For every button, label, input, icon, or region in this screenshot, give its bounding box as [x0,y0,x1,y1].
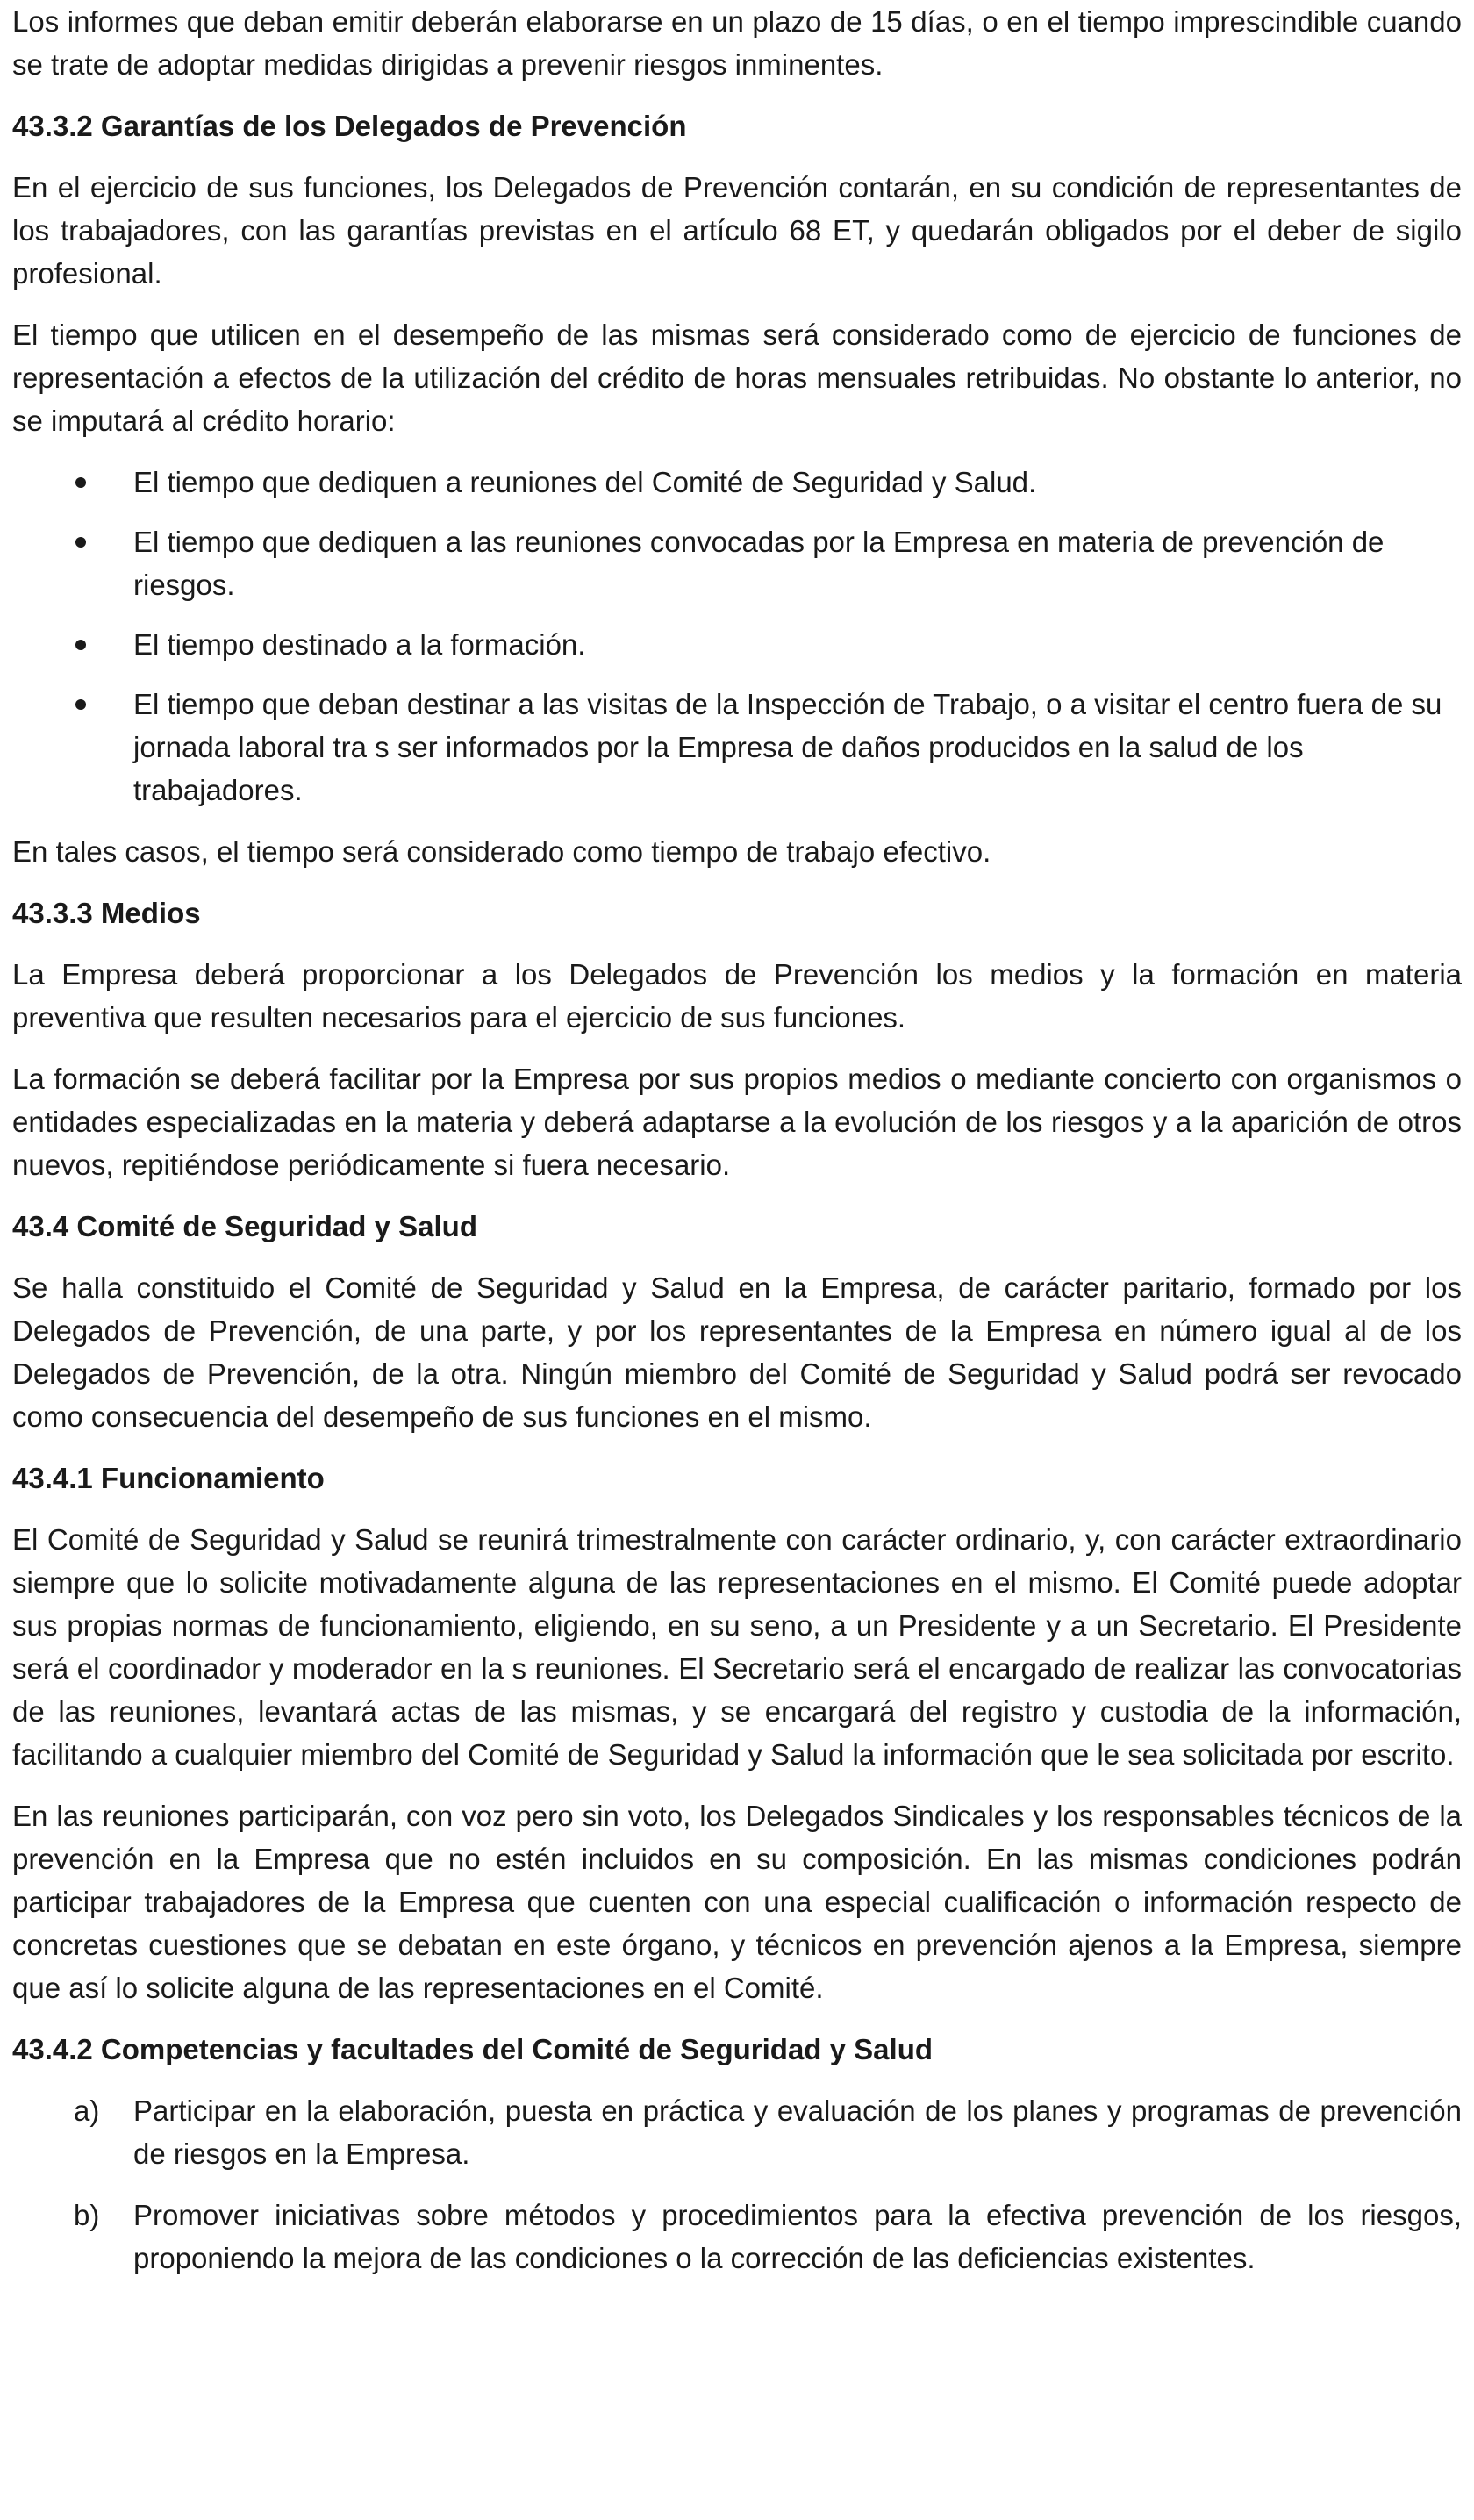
heading-43-4-1: 43.4.1 Funcionamiento [12,1462,325,1494]
document-page [12,0,1462,2298]
paragraph-medios: La Empresa deberá proporcionar a los Delegados de Prevención los medios y la formación en materia preventiva que resulten necesarios para el ejercicio de sus funciones. [12,958,1462,1034]
list-item [12,2089,1462,2175]
bullet-icon [75,640,86,650]
list-item [12,461,1462,504]
list-item-text: Participar en la elaboración, puesta en práctica y evaluación de los planes y programas de prevención de riesgos en la Empresa. [133,2094,1462,2170]
list-item [12,2194,1462,2280]
bullet-icon [75,699,86,710]
list-marker: a) [74,2094,100,2127]
list-item-text: Promover iniciativas sobre métodos y procedimientos para la efectiva prevención de los riesgos, proponiendo la mejora de las condiciones o la corrección de las deficiencias existentes. [133,2199,1462,2274]
paragraph-comite-constitucion: Se halla constituido el Comité de Seguridad y Salud en la Empresa, de carácter paritario, formado por los Delegados de Prevención, de una parte, y por los representantes de la Empresa en número igual al de los Delegados de Prevención, de la otra. Ningún miembro del Comité de Seguridad y Salud podrá ser revocado como consecuencia del desempeño de sus funciones en el mismo. [12,1271,1462,1433]
list-item-text: El tiempo que dediquen a reuniones del Comité de Seguridad y Salud. [133,466,1037,498]
paragraph-garantias: En el ejercicio de sus funciones, los Delegados de Prevención contarán, en su condición de representantes de los trabajadores, con las garantías previstas en el artículo 68 ET, y quedarán obligados por el deber de sigilo profesional. [12,171,1462,290]
bullet-icon [75,477,86,488]
bullet-icon [75,537,86,548]
bullet-list-exenciones [12,461,1462,812]
list-marker: b) [74,2199,100,2231]
paragraph-informes-plazo: Los informes que deban emitir deberán elaborarse en un plazo de 15 días, o en el tiempo imprescindible cuando se trate de adoptar medidas dirigidas a prevenir riesgos inminentes. [12,5,1462,81]
heading-43-4-2: 43.4.2 Competencias y facultades del Comité de Seguridad y Salud [12,2033,934,2065]
list-item-text: El tiempo que dediquen a las reuniones convocadas por la Empresa en materia de prevención de riesgos. [133,526,1385,601]
list-item [12,623,1462,666]
list-item [12,520,1462,606]
paragraph-tiempo-efectivo: En tales casos, el tiempo será considerado como tiempo de trabajo efectivo. [12,835,991,868]
paragraph-funcionamiento: El Comité de Seguridad y Salud se reunirá trimestralmente con carácter ordinario, y, con carácter extraordinario siempre que lo solicite motivadamente alguna de las representaciones en el mismo. El Comité puede adoptar sus propias normas de funcionamiento, eligiendo, en su seno, a un Presidente y a un Secretario. El Presidente será el coordinador y moderador en la s reuniones. El Secretario será el encargado de realizar las convocatorias de las reuniones, levantará actas de las mismas, y se encargará del registro y custodia de la información, facilitando a cualquier miembro del Comité de Seguridad y Salud la información que le sea solicitada por escrito. [12,1523,1462,1771]
paragraph-credito-horario: El tiempo que utilicen en el desempeño de las mismas será considerado como de ejercicio de funciones de representación a efectos de la utilización del crédito de horas mensuales retribuidas. No obstante lo anterior, no se imputará al crédito horario: [12,319,1462,437]
lettered-list-competencias [12,2089,1462,2280]
paragraph-formacion: La formación se deberá facilitar por la Empresa por sus propios medios o mediante concierto con organismos o entidades especializadas en la materia y deberá adaptarse a la evolución de los riesgos y a la aparición de otros nuevos, repitiéndose periódicamente si fuera necesario. [12,1063,1462,1181]
heading-43-4: 43.4 Comité de Seguridad y Salud [12,1210,477,1242]
heading-43-3-2: 43.3.2 Garantías de los Delegados de Prevención [12,110,687,142]
list-item [12,683,1462,812]
list-item-text: El tiempo que deban destinar a las visitas de la Inspección de Trabajo, o a visitar el centro fuera de su jornada laboral tra s ser informados por la Empresa de daños producidos en la salud de los trabajadores. [133,688,1442,806]
paragraph-participantes: En las reuniones participarán, con voz pero sin voto, los Delegados Sindicales y los responsables técnicos de la prevención en la Empresa que no estén incluidos en su composición. En las mismas condiciones podrán participar trabajadores de la Empresa que cuenten con una especial cualificación o información respecto de concretas cuestiones que se debatan en este órgano, y técnicos en prevención ajenos a la Empresa, siempre que así lo solicite alguna de las representaciones en el Comité. [12,1800,1462,2004]
heading-43-3-3: 43.3.3 Medios [12,897,201,929]
list-item-text: El tiempo destinado a la formación. [133,628,586,661]
